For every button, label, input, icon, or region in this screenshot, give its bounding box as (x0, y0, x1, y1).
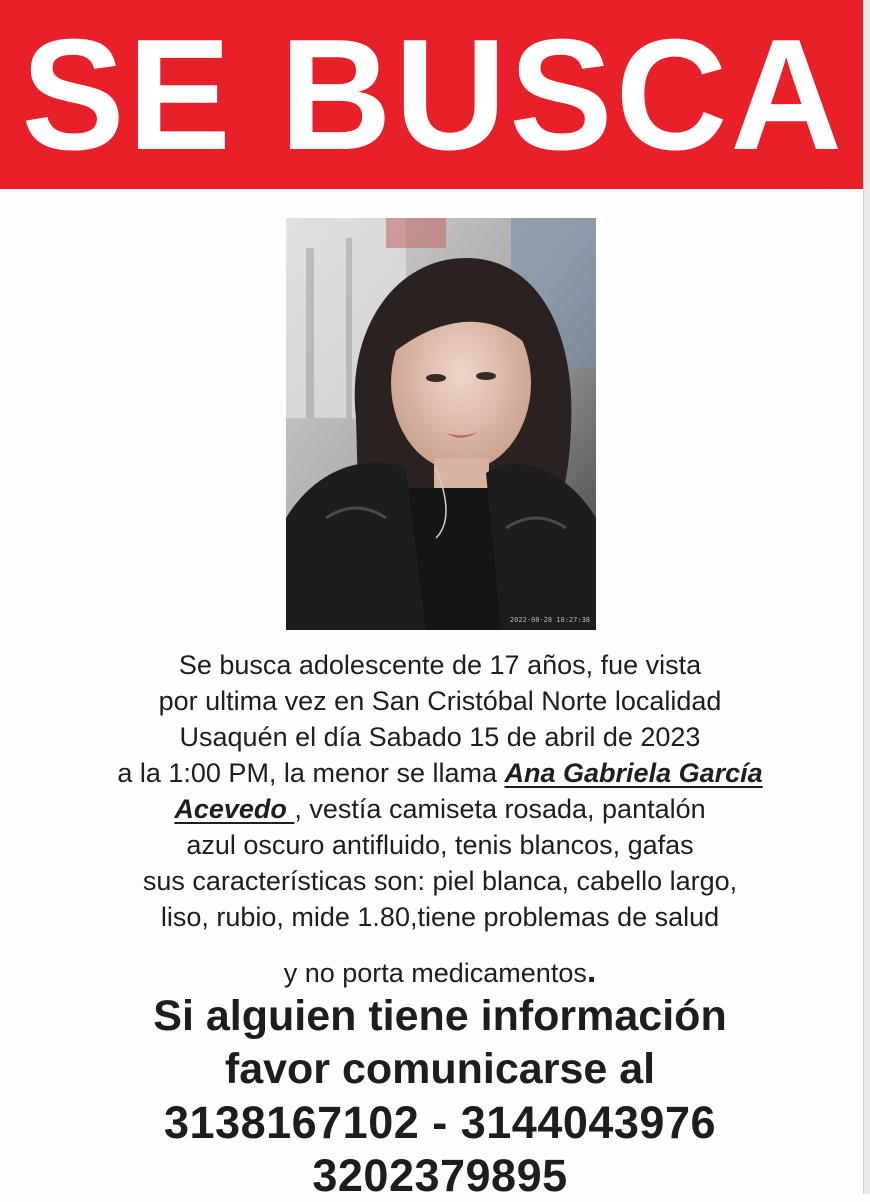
missing-person-photo (286, 218, 596, 630)
page-edge (863, 0, 870, 1194)
period-mark: . (586, 952, 597, 990)
phone-number: 3202379895 (312, 1150, 568, 1201)
portrait-illustration (286, 218, 596, 630)
description-line (40, 755, 840, 791)
missing-person-name: Ana Gabriela García (504, 758, 763, 788)
header-banner (0, 0, 866, 189)
description-fragment: a la 1:00 PM, la menor se llama (117, 758, 505, 788)
description-line: sus características son: piel blanca, cabello largo, (142, 866, 738, 896)
description-fragment: y no porta medicamentos (283, 958, 587, 988)
description-text (40, 647, 840, 991)
description-line: por ultima vez en San Cristóbal Norte localidad (158, 686, 722, 716)
poster-title: SE BUSCA (21, 6, 845, 183)
contact-section (20, 990, 860, 1202)
missing-person-surname: Acevedo (174, 794, 295, 824)
phone-numbers: 3138167102 - 3144043976 (163, 1097, 717, 1148)
description-line: Se busca adolescente de 17 años, fue vista (178, 650, 702, 680)
description-fragment: , vestía camiseta rosada, pantalón (294, 794, 706, 824)
contact-line: favor comunicarse al (224, 1045, 656, 1093)
description-line: azul oscuro antifluido, tenis blancos, gafas (186, 830, 694, 860)
photo-timestamp: 2022-08-28 18:27:38 (509, 616, 590, 624)
contact-line: Si alguien tiene información (153, 992, 727, 1040)
description-line: Usaquén el día Sabado 15 de abril de 2023 (179, 722, 701, 752)
description-line (40, 953, 840, 991)
description-line (40, 791, 840, 827)
description-line: liso, rubio, mide 1.80,tiene problemas de salud (160, 902, 720, 932)
spacer (40, 935, 840, 953)
